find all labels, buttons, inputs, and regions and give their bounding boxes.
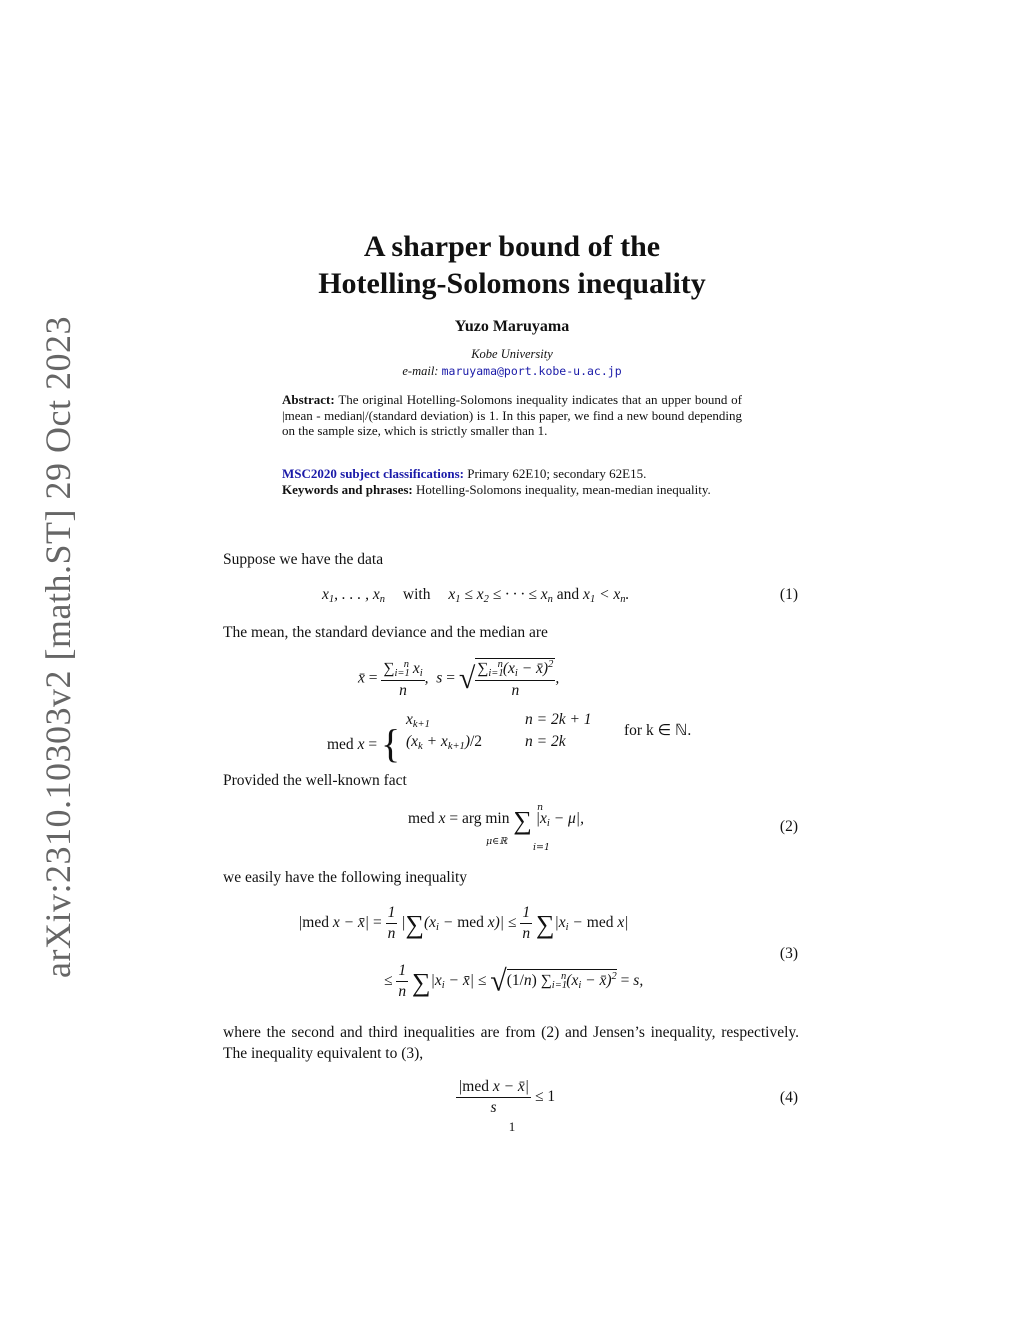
paragraph-1: Suppose we have the data xyxy=(223,551,384,568)
title-line-2: Hotelling-Solomons inequality xyxy=(318,267,706,300)
paragraph-5-text: where the second and third inequalities are from (2) and Jensen’s inequality, respectively. The inequality equivalent to (3), xyxy=(223,1024,799,1062)
affiliation: Kobe University xyxy=(471,347,553,361)
equation-number-2: (2) xyxy=(779,818,798,835)
median-case-odd-cond: n = 2k + 1 xyxy=(525,711,592,728)
paragraph-5 xyxy=(223,1022,799,1064)
abstract-label: Abstract: xyxy=(282,392,335,407)
author-name: Yuzo Maruyama xyxy=(454,318,570,335)
equation-1: $x_1$, . . . , $x_n$ with $x_1 \le x_2$ ≤ · · · ≤ $x_n$ and $x_1 < x_n$. xyxy=(322,586,630,605)
median-case-even-cond: n = 2k xyxy=(525,733,566,750)
msc-text: Primary 62E10; secondary 62E15. xyxy=(467,466,647,481)
classification-block xyxy=(282,466,742,497)
eq2-argmin-subscript: μ∈ℝ xyxy=(486,836,508,847)
keywords-text: Hotelling-Solomons inequality, mean-median inequality. xyxy=(416,481,711,497)
median-definition: med x = { xyxy=(327,721,401,766)
email-link[interactable]: maruyama@port.kobe-u.ac.jp xyxy=(441,364,622,378)
equation-2: med x = arg min ∑ $|x_i - \mu|$, xyxy=(408,806,584,835)
equation-3-line-2: ≤ $\frac{1}{n}$ $\sum|x_i$ − x̄| ≤ √(1/n) $\sum_{i=1}^n(x_i$ − x̄)$^2$ = s, xyxy=(384,962,644,1000)
mean-sd-definition: x̄ = $\frac{\sum_{i=1}^n x_i}{n}$ , s = √ $\frac{\sum_{i=1}^n(x_i - x̄)^2}{n}$ , xyxy=(358,658,560,699)
median-k-domain: for k ∈ ℕ. xyxy=(624,722,692,739)
email-line xyxy=(0,364,1024,379)
paper-title xyxy=(0,228,1024,302)
page-number: 1 xyxy=(508,1119,516,1134)
paragraph-4: we easily have the following inequality xyxy=(223,869,468,886)
keywords-label: Keywords and phrases: xyxy=(282,481,413,497)
email-label: e-mail: xyxy=(402,364,439,378)
msc-label-link[interactable]: MSC2020 subject classifications: xyxy=(282,466,464,481)
eq2-sum-upper: n xyxy=(537,802,544,813)
eq1-and: and xyxy=(556,586,580,603)
median-case-even-value: $(x_k + x_{k+1})/2$ xyxy=(406,733,483,752)
eq1-with: with xyxy=(402,586,431,603)
abstract-text: The original Hotelling-Solomons inequality indicates that an upper bound of |mean - median|/(standard deviation) is 1. In this paper, we find a new bound depending on the sample size, which is strictly smaller than 1. xyxy=(282,392,742,438)
paragraph-3: Provided the well-known fact xyxy=(223,772,407,789)
equation-3-line-1: |med x − x̄| = $\frac{1}{n}$ $|\sum(x_i$ − med x)| ≤ $\frac{1}{n}$ $\sum|x_i$ − med x| xyxy=(298,904,629,942)
equation-number-4: (4) xyxy=(779,1089,798,1106)
arxiv-stamp: arXiv:2310.10303v2 [math.ST] 29 Oct 2023 xyxy=(38,316,78,978)
equation-4: $\frac{\text{|med x − x̄|}}{s}$ ≤ 1 xyxy=(458,1078,556,1116)
paragraph-2: The mean, the standard deviance and the median are xyxy=(223,624,548,641)
title-line-1: A sharper bound of the xyxy=(363,230,661,263)
equation-number-1: (1) xyxy=(779,586,798,603)
abstract xyxy=(282,392,742,439)
eq2-sum-lower: i=1 xyxy=(533,842,551,853)
equation-number-3: (3) xyxy=(779,945,798,962)
median-case-odd-value: $x_{k+1}$ xyxy=(406,711,430,730)
